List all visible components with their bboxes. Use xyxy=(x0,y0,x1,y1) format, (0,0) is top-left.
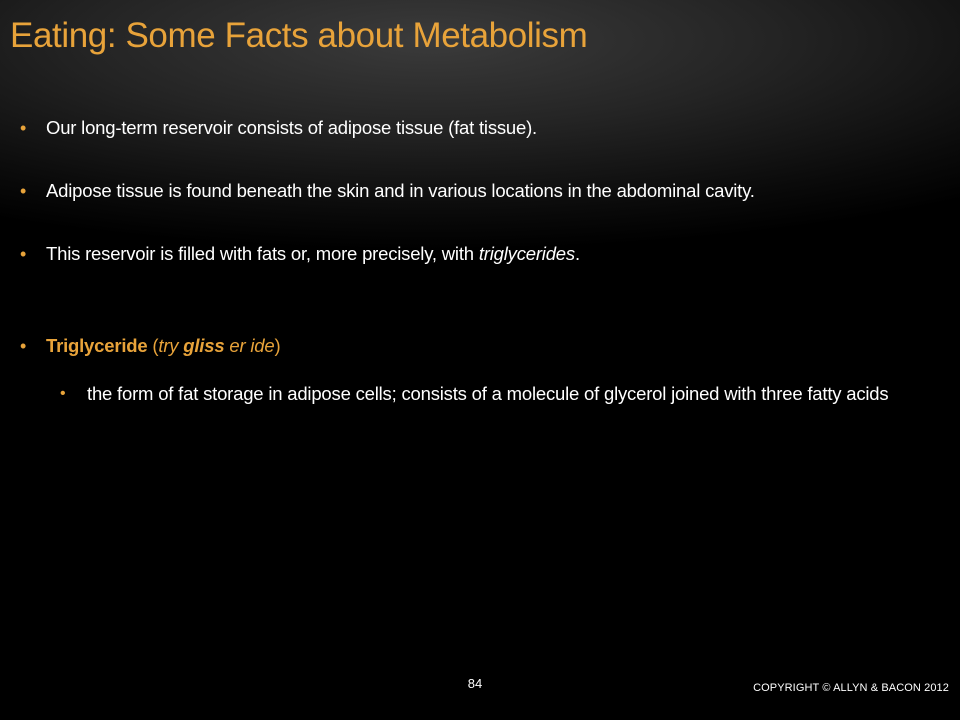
pronunciation-part: er ide xyxy=(224,335,275,356)
term-heading xyxy=(46,332,280,360)
term-open-paren: ( xyxy=(147,335,159,356)
bullet-text-lead: This reservoir is filled with fats or, more precisely, with xyxy=(46,243,479,264)
bullet-text-end: . xyxy=(574,243,580,264)
page-number: 84 xyxy=(467,676,483,691)
emphasis-term: triglycerides xyxy=(478,243,575,264)
term-close-paren: ) xyxy=(274,335,281,356)
pronunciation-stress: gliss xyxy=(183,335,225,356)
bullet-text: Adipose tissue is found beneath the skin and in various locations in the abdominal cavity. xyxy=(46,180,755,201)
pronunciation-part: try xyxy=(158,335,184,356)
copyright-notice: COPYRIGHT © ALLYN & BACON 2012 xyxy=(753,682,949,694)
bullet-icon: • xyxy=(20,244,27,264)
bullet-icon: • xyxy=(20,336,27,356)
bullet-text xyxy=(46,240,580,268)
bullet-text: Our long-term reservoir consists of adipose tissue (fat tissue). xyxy=(46,117,537,138)
bullet-icon: • xyxy=(20,118,27,138)
bullet-icon: • xyxy=(20,181,27,201)
term-word: Triglyceride xyxy=(46,335,148,356)
slide-title: Eating: Some Facts about Metabolism xyxy=(10,16,588,55)
sub-bullet-icon: • xyxy=(60,385,66,402)
definition-text: the form of fat storage in adipose cells; consists of a molecule of glycerol joined with three fatty acids xyxy=(87,383,889,404)
